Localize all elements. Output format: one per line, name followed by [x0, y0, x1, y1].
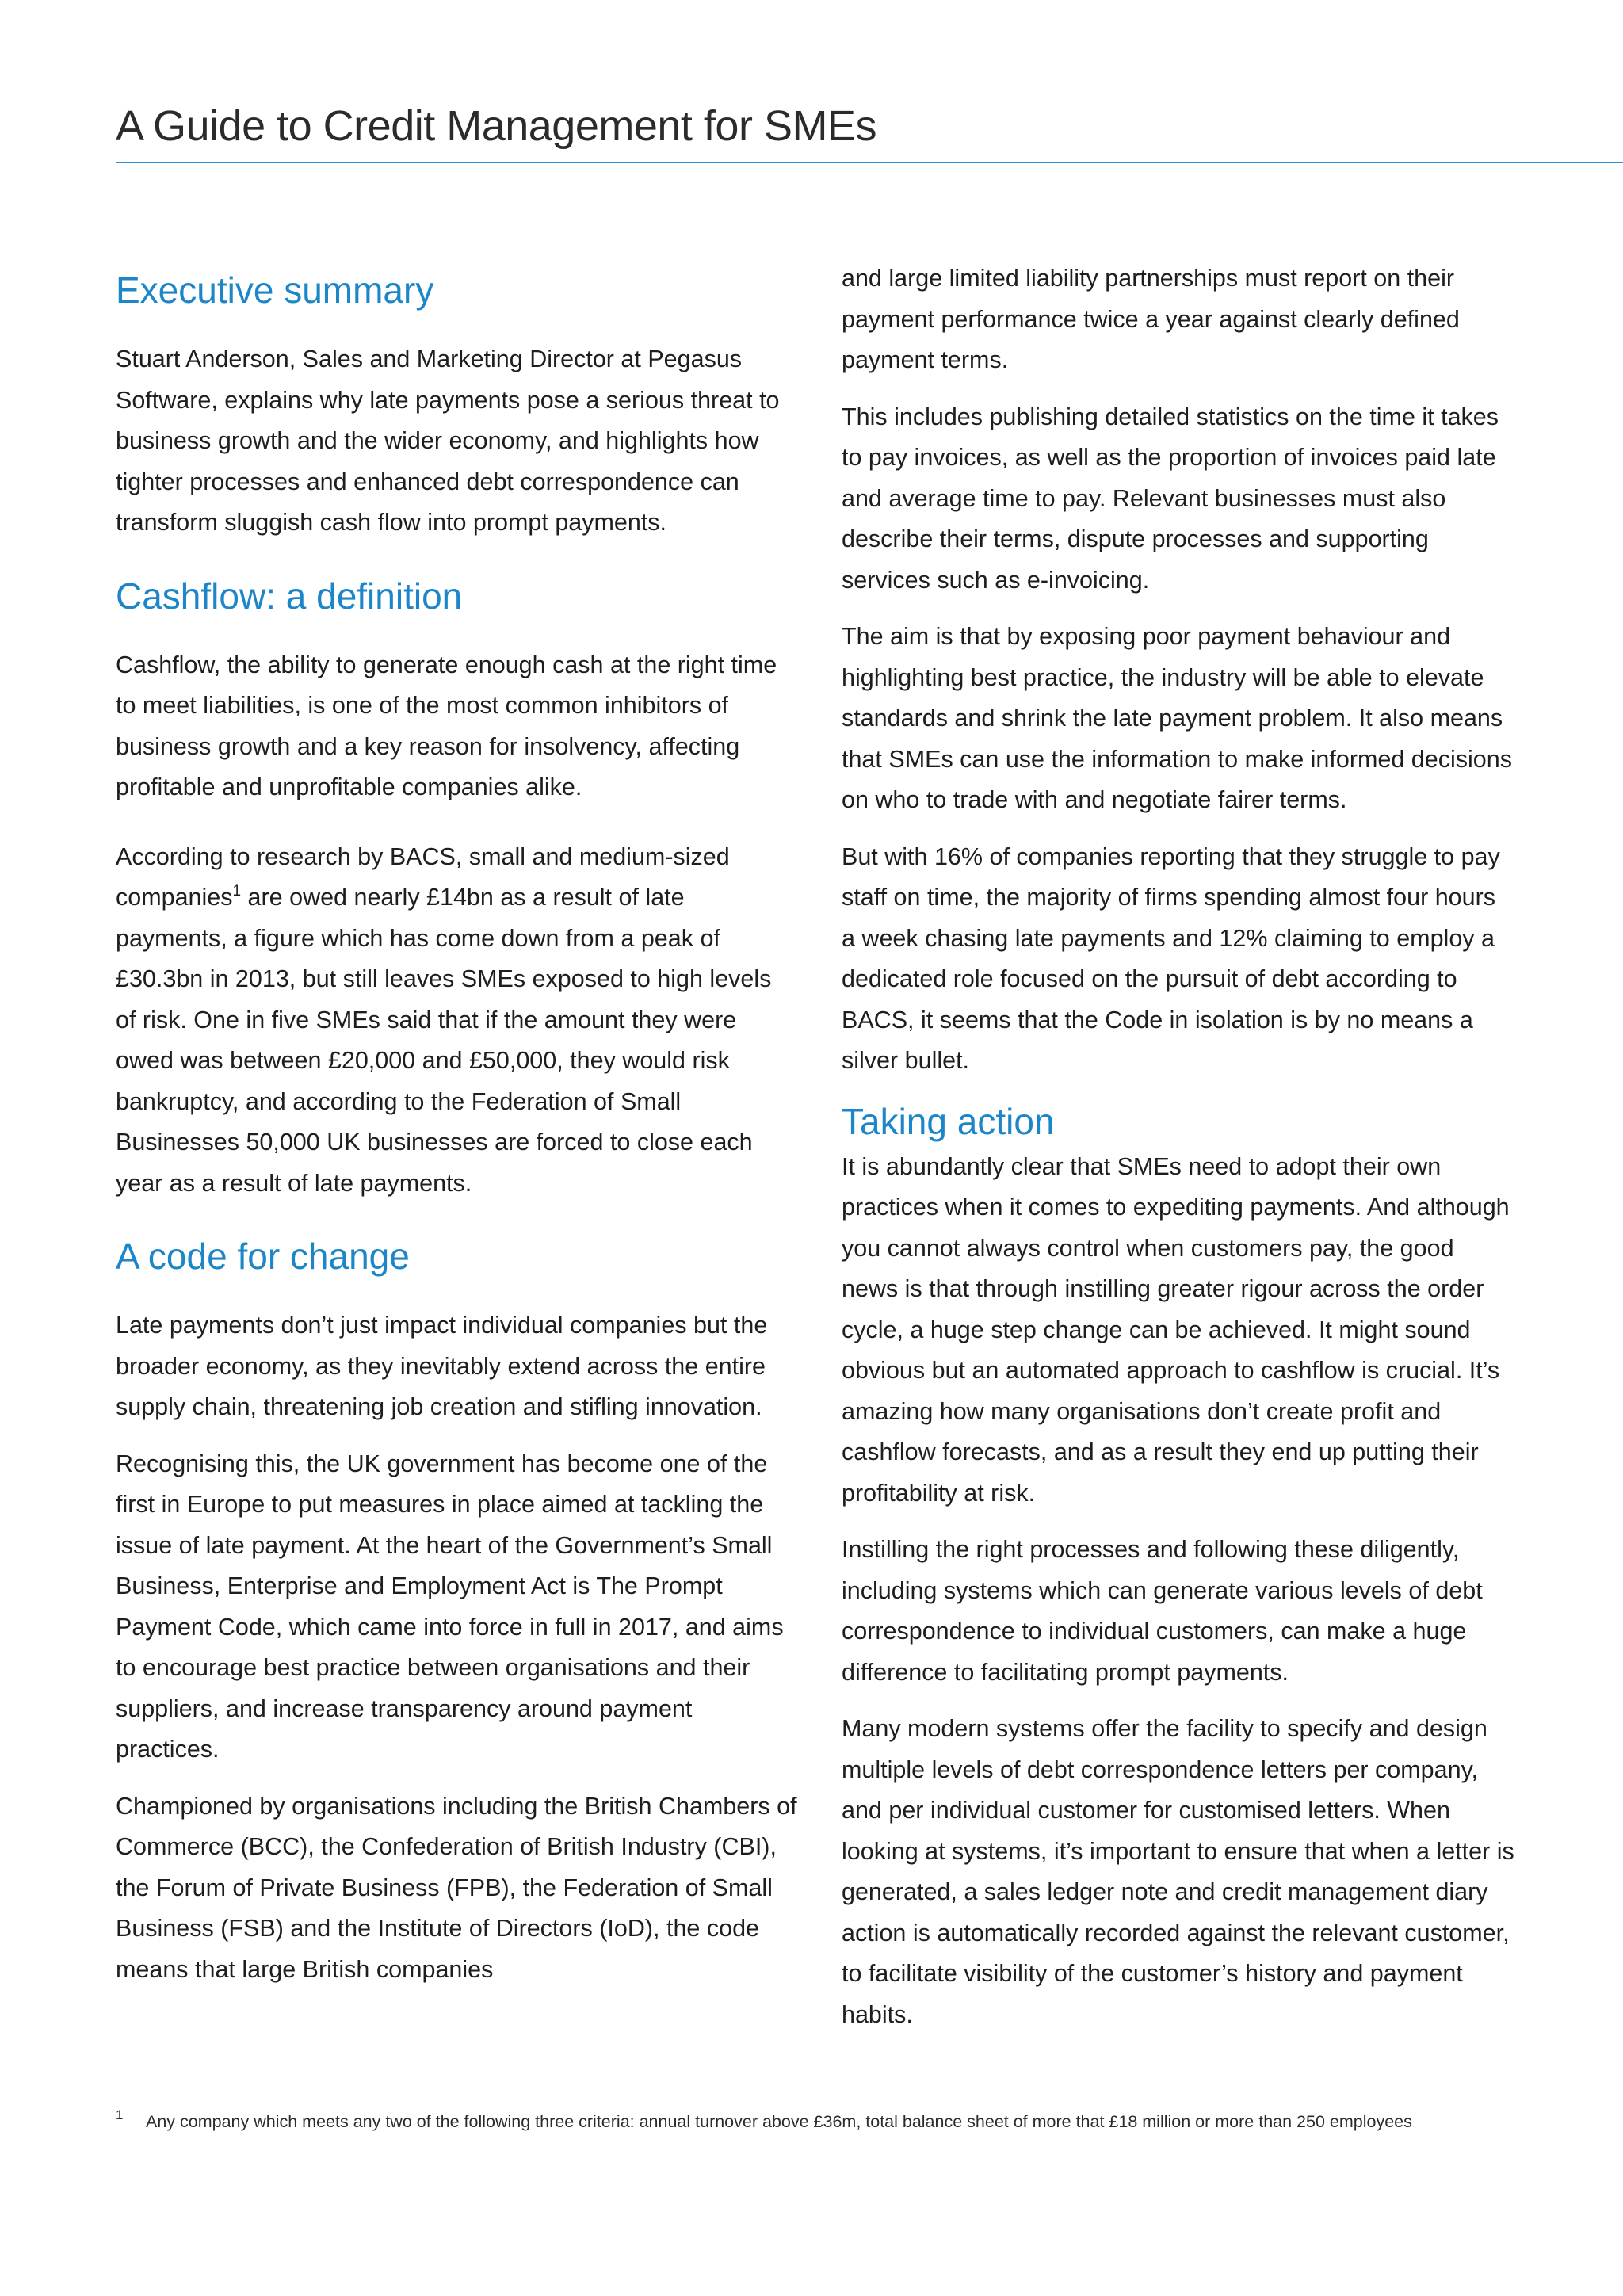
right-paragraph-4: But with 16% of companies reporting that they struggle to pay staff on time, the majority of firms spending almost four hours a week chasing late payments and 12% claiming to employ a dedicated role focused on the pursuit of debt according to BACS, it seems that the Code in isolation is by no means a silver bullet.	[842, 842, 1500, 1074]
footnote-number: 1	[116, 2107, 124, 2122]
right-column	[842, 258, 1515, 2051]
exec-summary-paragraph: Stuart Anderson, Sales and Marketing Director at Pegasus Software, explains why late payments pose a serious threat to business growth and the wider economy, and highlights how tighter processes and enhanced debt correspondence can transform sluggish cash flow into prompt payments.	[116, 346, 780, 536]
code-paragraph-3: Championed by organisations including the British Chambers of Commerce (BCC), the Confederation of British Industry (CBI), the Forum of Private Business (FPB), the Federation of Small Business (FSB) and the Institute of Directors (IoD), the code means that large British companies	[116, 1792, 797, 1983]
cashflow-p2-text-end: are owed nearly £14bn as a result of late payments, a figure which has come down from a peak of £30.3bn in 2013, but still leaves SMEs exposed to high levels of risk. One in five SMEs said that if the amount they were owed was between £20,000 and £50,000, they would risk bankruptcy, and according to the Federation of Small Businesses 50,000 UK businesses are forced to close each year as a result of late payments.	[116, 884, 772, 1197]
page-header	[116, 95, 1623, 163]
heading-executive-summary: Executive summary	[116, 269, 434, 311]
action-paragraph-2: Instilling the right processes and following these diligently, including systems which can generate various levels of debt correspondence to individual customers, can make a huge difference to facilitating prompt payments.	[842, 1536, 1483, 1686]
footnote-reference: 1	[232, 883, 242, 900]
cashflow-p2-text-start: According to research by BACS, small and medium-sized companies	[116, 842, 730, 911]
page-title: A Guide to Credit Management for SMEs	[116, 102, 876, 150]
action-paragraph-3: Many modern systems offer the facility to specify and design multiple levels of debt correspondence letters per company, and per individual customer for customised letters. When looking at systems, it’s important to ensure that when a letter is generated, a sales ledger note and credit management diary action is automatically recorded against the relevant customer, to facilitate visibility of the customer’s history and payment habits.	[842, 1715, 1514, 2028]
code-paragraph-2: Recognising this, the UK government has become one of the first in Europe to put measures in place aimed at tackling the issue of late payment. At the heart of the Government’s Small Business, Enterprise and Employment Act is The Prompt Payment Code, which came into force in full in 2017, and aims to encourage best practice between organisations and their suppliers, and increase transparency around payment practices.	[116, 1450, 784, 1763]
cashflow-paragraph-2	[116, 837, 797, 1205]
heading-code-for-change: A code for change	[116, 1236, 410, 1277]
right-paragraph-3: The aim is that by exposing poor payment behaviour and highlighting best practice, the industry will be able to elevate standards and shrink the late payment problem. It also means that SMEs can use the information to make informed decisions on who to trade with and negotiate fairer terms.	[842, 623, 1512, 813]
footnote-text: Any company which meets any two of the following three criteria: annual turnover above £36m, total balance sheet of more that £18 million or more than 250 employees	[146, 2112, 1412, 2131]
cashflow-paragraph-1: Cashflow, the ability to generate enough cash at the right time to meet liabilities, is one of the most common inhibitors of business growth and a key reason for insolvency, affecting profitable and unprofitable companies alike.	[116, 651, 777, 800]
right-paragraph-2: This includes publishing detailed statistics on the time it takes to pay invoices, as well as the proportion of invoices paid late and average time to pay. Relevant businesses must also describe their terms, dispute processes and supporting services such as e-invoicing.	[842, 403, 1499, 594]
right-paragraph-1: and large limited liability partnerships must report on their payment performance twice a year against clearly defined payment terms.	[842, 265, 1460, 373]
code-paragraph-1: Late payments don’t just impact individual companies but the broader economy, as they inevitably extend across the entire supply chain, threatening job creation and stifling innovation.	[116, 1312, 768, 1420]
heading-taking-action: Taking action	[842, 1100, 1055, 1142]
action-paragraph-1: It is abundantly clear that SMEs need to adopt their own practices when it comes to expediting payments. And although you cannot always control when customers pay, the good news is that through instilling greater rigour across the order cycle, a huge step change can be achieved. It might sound obvious but an automated approach to cashflow is crucial. It’s amazing how many organisations don’t create profit and cashflow forecasts, and as a result they end up putting their profitability at risk.	[842, 1152, 1510, 1507]
left-column	[116, 258, 797, 2006]
heading-cashflow-definition: Cashflow: a definition	[116, 575, 463, 617]
